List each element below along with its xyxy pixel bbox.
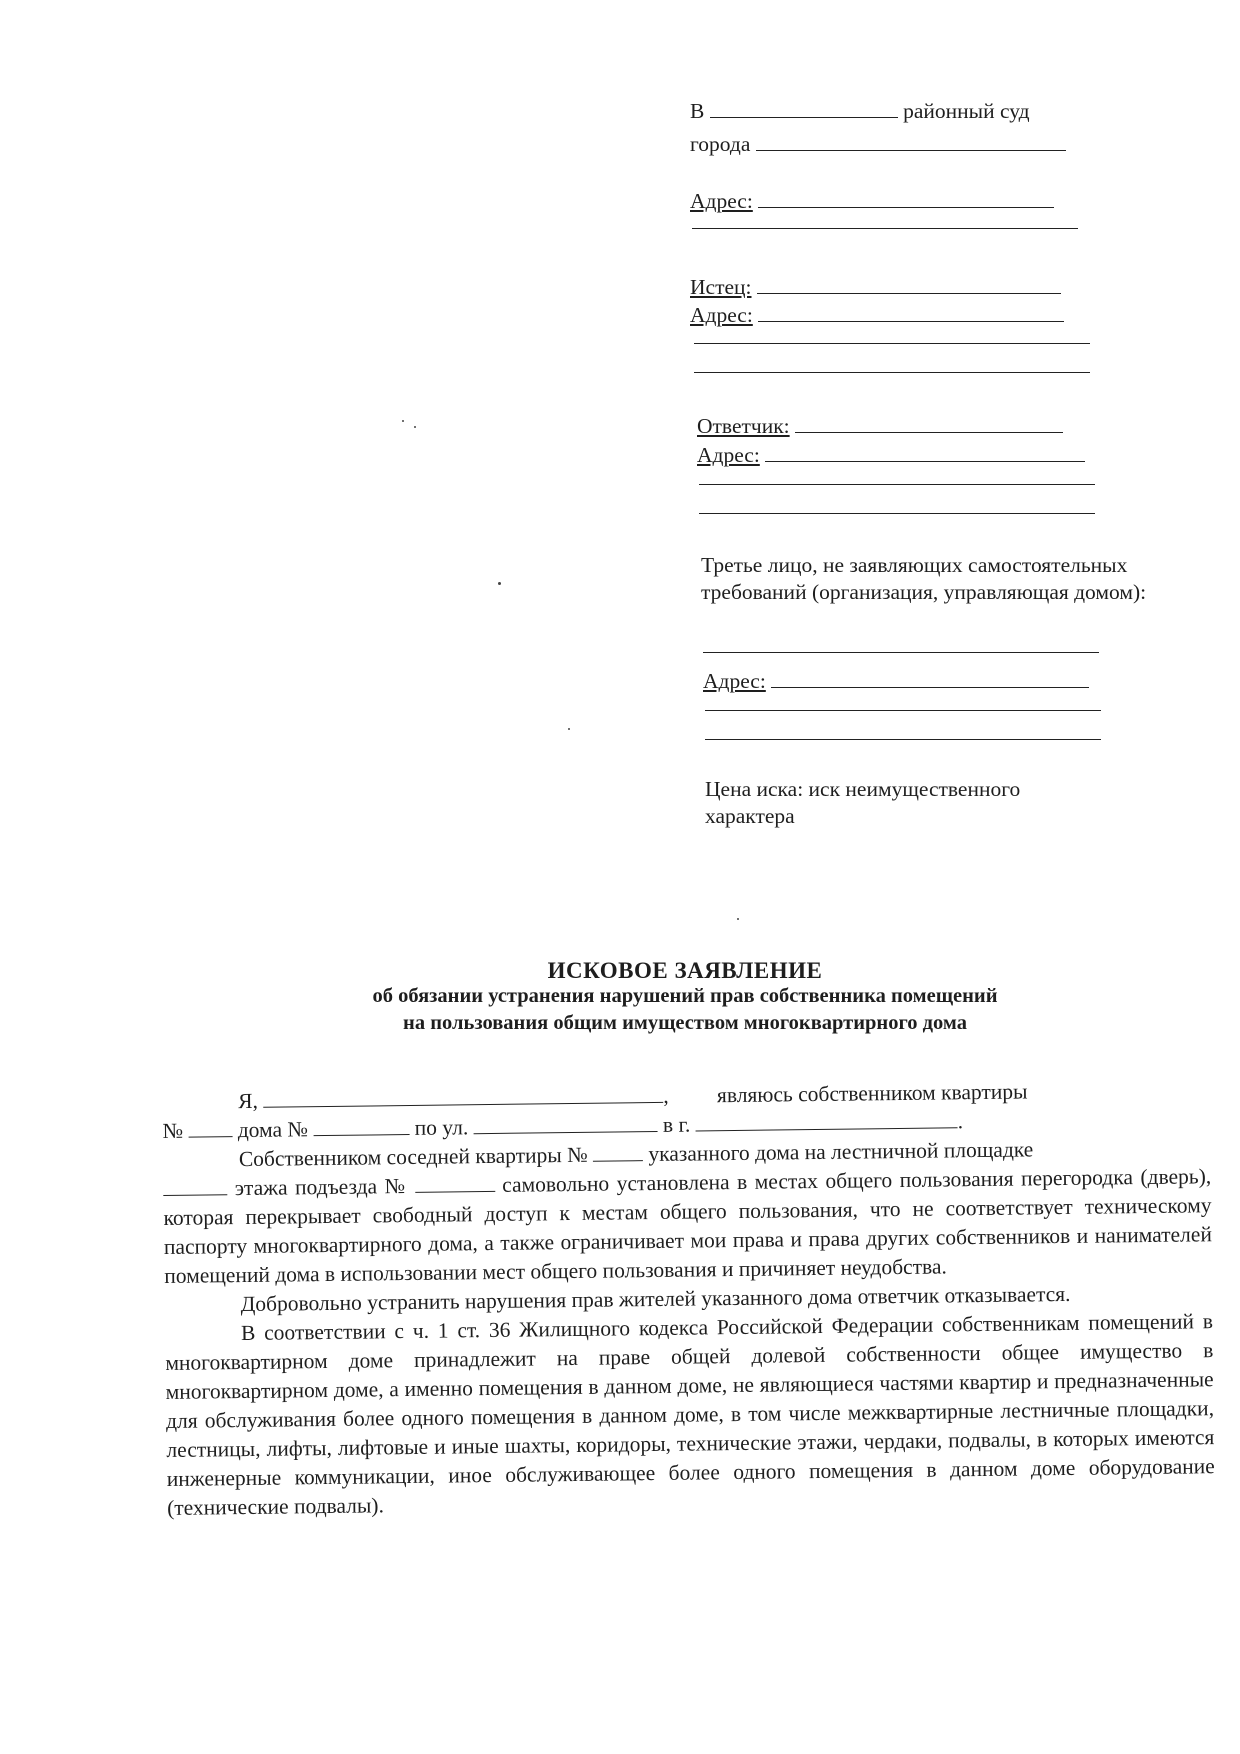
plaintiff-blank <box>757 276 1061 294</box>
plaintiff-address-blank <box>758 304 1064 322</box>
third-party-address-label: Адрес: <box>703 669 766 693</box>
street-blank <box>473 1113 657 1134</box>
street-label: по ул. <box>414 1115 469 1140</box>
court-address-label: Адрес: <box>690 189 753 213</box>
scan-speck <box>498 582 501 585</box>
apartment-number-label: № <box>162 1118 184 1143</box>
plaintiff-address-blank-2 <box>694 343 1090 344</box>
court-address-line <box>690 188 1110 215</box>
third-party-address-line <box>703 668 1123 695</box>
scan-speck <box>568 728 570 730</box>
plaintiff-address-blank-3 <box>694 372 1090 373</box>
defendant-address-label: Адрес: <box>697 443 760 467</box>
third-party-blank <box>703 652 1099 653</box>
document-title: ИСКОВОЕ ЗАЯВЛЕНИЕ <box>547 958 823 983</box>
document-body <box>162 1075 1215 1523</box>
apartment-number-blank <box>188 1118 232 1138</box>
court-address-blank <box>758 190 1054 208</box>
scan-speck <box>414 426 416 428</box>
third-party-address-blank <box>771 670 1089 688</box>
violation-description: самовольно установлена в местах общего пользования перегородка (дверь), которая перекрывает свободный доступ к местам общего пользования, что не соответствует техническому паспорту многоквартирного дома, а также ограничивает мои права и права других собственников и нанимателей помещений дома в использовании мест общего пользования и причиняет неудобства. <box>163 1164 1213 1288</box>
claim-price: Цена иска: иск неимущественного характера <box>705 777 1021 828</box>
defendant-address-blank-3 <box>699 513 1095 514</box>
court-address-blank-2 <box>692 228 1078 229</box>
city-label: города <box>690 132 751 156</box>
entrance-blank <box>415 1173 495 1193</box>
owner-name-blank <box>263 1084 663 1108</box>
paragraph-address: № дома № по ул. в г. . <box>162 1109 964 1143</box>
third-party-text: Третье лицо, не заявляющих самостоятельных требований (организация, управляющая домом): <box>701 553 1147 604</box>
defendant-address-line <box>697 442 1117 469</box>
scan-speck <box>402 420 404 422</box>
house-number-blank <box>313 1116 409 1136</box>
plaintiff-line <box>690 274 1110 301</box>
floor-blank <box>163 1176 227 1196</box>
plaintiff-address-line <box>690 302 1110 329</box>
neighbor-apartment-blank <box>593 1142 643 1162</box>
court-prefix: В <box>690 99 705 123</box>
city-blank <box>756 133 1066 151</box>
landing-text: указанного дома на лестничной площадке <box>648 1137 1034 1167</box>
entrance-text: этажа подъезда № <box>234 1174 408 1201</box>
defendant-address-blank-2 <box>699 484 1095 485</box>
court-line <box>690 98 1110 125</box>
paragraph-violation-cont <box>163 1162 1212 1291</box>
document-subtitle-1: об обязании устранения нарушений прав собственника помещений <box>372 985 998 1007</box>
paragraph-owner: Я, , являюсь собственником квартиры <box>238 1079 1028 1114</box>
plaintiff-label: Истец: <box>690 275 752 299</box>
third-party-address-blank-2 <box>705 710 1101 711</box>
house-number-label: дома № <box>237 1117 309 1143</box>
defendant-label: Ответчик: <box>697 414 790 438</box>
owner-statement: являюсь собственником квартиры <box>716 1079 1028 1108</box>
defendant-address-blank <box>765 444 1085 462</box>
plaintiff-address-label: Адрес: <box>690 303 753 327</box>
city-label-body: в г. <box>662 1112 691 1137</box>
scan-speck <box>737 918 739 920</box>
defendant-blank <box>795 415 1063 433</box>
court-name-blank <box>710 100 898 118</box>
neighbor-apartment-text: Собственником соседней квартиры № <box>238 1142 588 1172</box>
city-blank-body <box>695 1109 957 1131</box>
owner-intro: Я, <box>238 1088 259 1114</box>
court-suffix: районный суд <box>903 99 1030 123</box>
third-party-address-blank-3 <box>705 739 1101 740</box>
defendant-line <box>697 413 1117 440</box>
paragraph-law: В соответствии с ч. 1 ст. 36 Жилищного кодекса Российской Федерации собственникам помещений в многоквартирном доме принадлежит на праве общей долевой собственности общее имущество в многоквартирном доме, а именно помещения в данном доме, не являющиеся частями квартир и предназначенные для обслуживания более одного помещения в данном доме, в том числе межквартирные лестничные площадки, лестницы, лифты, лифтовые и иные шахты, коридоры, технические этажи, чердаки, подвалы, в которых имеются инженерные коммуникации, иное обслуживающее более одного помещения в данном доме оборудование (технические подвалы). <box>165 1309 1215 1520</box>
city-line <box>690 131 1110 158</box>
paragraph-refusal: Добровольно устранить нарушения прав жителей указанного дома ответчик отказывается. <box>240 1281 1071 1317</box>
document-subtitle-2: на пользования общим имуществом многоквартирного дома <box>403 1012 967 1034</box>
